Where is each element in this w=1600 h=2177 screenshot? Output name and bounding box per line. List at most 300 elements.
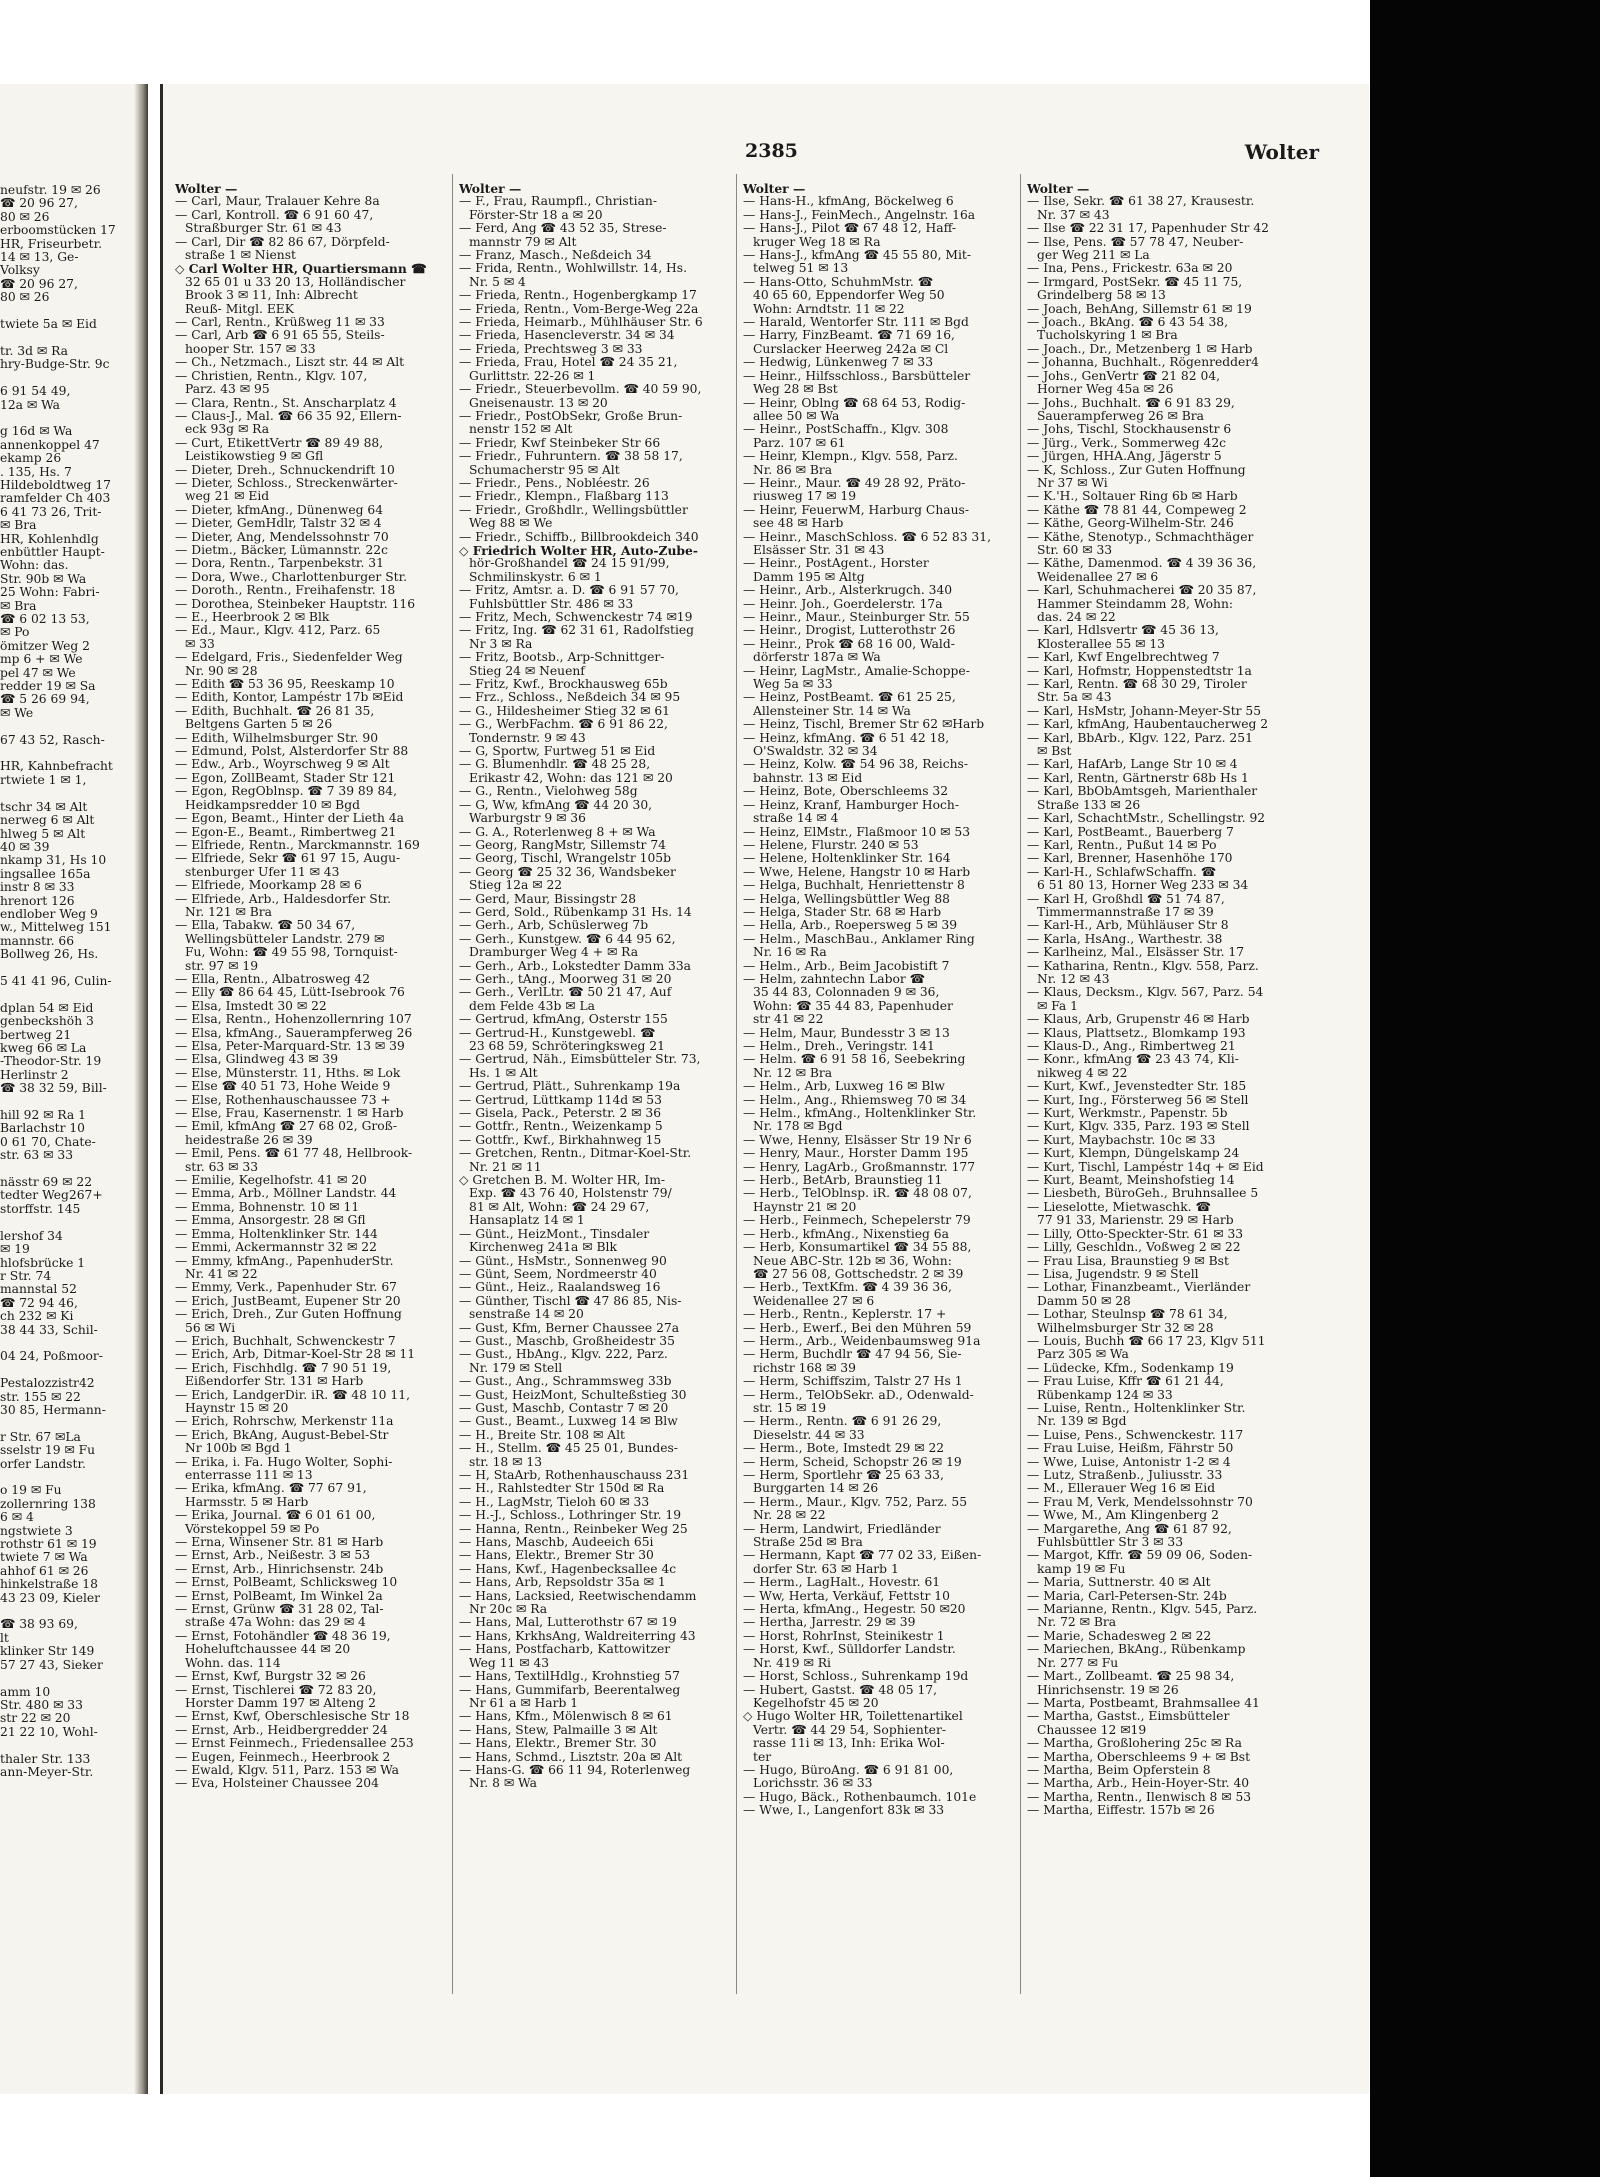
directory-entry-line: — Helm, zahntechn Labor ☎ [743, 972, 925, 986]
directory-entry-line: — Gerd, Sold., Rübenkamp 31 Hs. 14 [459, 905, 692, 919]
left-page-line: Bollweg 26, Hs. [0, 948, 99, 962]
left-page-line: 25 Wohn: Fabri- [0, 586, 100, 600]
directory-entry-line: Parz 305 ✉ Wa [1037, 1348, 1129, 1362]
left-page-line: HR, Kohlenhdlg [0, 532, 99, 546]
directory-entry-line: — Marianne, Rentn., Klgv. 545, Parz. [1027, 1603, 1258, 1617]
directory-entry-line: — Jürgen, HHA.Ang, Jägerstr 5 [1027, 450, 1222, 464]
directory-entry-line: — Liesbeth, BüroGeh., Bruhnsallee 5 [1027, 1187, 1259, 1201]
directory-entry-line: — Gust., Ang., Schrammsweg 33b [459, 1375, 672, 1389]
directory-entry-line: — Emmy, Verk., Papenhuder Str. 67 [175, 1281, 397, 1295]
directory-entry-line: — Joach, BehAng, Sillemstr 61 ✉ 19 [1027, 302, 1252, 316]
directory-entry-line: — Hans-Otto, SchuhmMstr. ☎ [743, 275, 934, 289]
directory-entry-line: — Frieda, Rentn., Vom-Berge-Weg 22a [459, 302, 699, 316]
directory-entry-line: — Ed., Maur., Klgv. 412, Parz. 65 [175, 624, 381, 638]
directory-entry-line: — Heinr, LagMstr., Amalie-Schoppe- [743, 664, 970, 678]
directory-entry-line: — Ernst, Fotohändler ☎ 48 36 19, [175, 1629, 391, 1643]
directory-entry-line: — Ernst, PolBeamt, Im Winkel 2a [175, 1589, 383, 1603]
left-page-line [0, 1364, 140, 1377]
directory-entry-line: — Marta, Postbeamt, Brahmsallee 41 [1027, 1696, 1260, 1710]
left-page-line: Volksy [0, 264, 40, 278]
directory-entry-line: Chaussee 12 ✉19 [1037, 1723, 1147, 1737]
directory-entry-line: — Ernst, Tischlerei ☎ 72 83 20, [175, 1683, 377, 1697]
directory-entry-line: — Johanna, Buchhalt., Rögenredder4 [1027, 356, 1260, 370]
left-page-line: g 16d ✉ Wa [0, 425, 73, 439]
directory-entry-line: — Heinr. Joh., Goerdelerstr. 17a [743, 597, 943, 611]
directory-entry-line: — Georg, RangMstr, Sillemstr 74 [459, 838, 666, 852]
directory-entry-line: — Emma, Bohnenstr. 10 ✉ 11 [175, 1200, 360, 1214]
directory-entry-line: — Hanna, Rentn., Reinbeker Weg 25 [459, 1522, 688, 1536]
directory-entry-line: — Hans, KrkhsAng, Waldreiterring 43 [459, 1629, 696, 1643]
directory-entry-line: — Edith, Buchhalt. ☎ 26 81 35, [175, 704, 375, 718]
directory-entry-line: — Gretchen, Rentn., Ditmar-Koel-Str. [459, 1147, 692, 1161]
left-page-line: storffstr. 145 [0, 1202, 81, 1216]
left-page-line: bertweg 21 [0, 1028, 72, 1042]
directory-entry-line: — Herm., Bote, Imstedt 29 ✉ 22 [743, 1442, 945, 1456]
directory-entry-line: see 48 ✉ Harb [753, 517, 844, 531]
directory-entry-line: — Emilie, Kegelhofstr. 41 ✉ 20 [175, 1174, 367, 1188]
directory-entry-line: Warburgstr 9 ✉ 36 [469, 812, 586, 826]
directory-entry-line: heidestraße 26 ✉ 39 [185, 1133, 313, 1147]
directory-entry-line: Vertr. ☎ 44 29 54, Sophienter- [753, 1723, 946, 1737]
directory-entry-line: — Elsa, Rentn., Hohenzollernring 107 [175, 1013, 412, 1027]
directory-entry-line: — Kurt, Beamt, Meinshofstieg 14 [1027, 1174, 1235, 1188]
directory-entry-line: Schmilinskystr. 6 ✉ 1 [469, 570, 602, 584]
directory-entry-line: — Herm., Arb., Weidenbaumsweg 91a [743, 1334, 981, 1348]
left-page-line: ✉ Po [0, 626, 30, 640]
directory-entry-line: — Ernst, PolBeamt, Schlicksweg 10 [175, 1576, 398, 1590]
directory-entry-line: Horner Weg 45a ✉ 26 [1037, 383, 1174, 397]
left-page-line: 30 85, Hermann- [0, 1403, 106, 1417]
directory-entry-line: — Jürg., Verk., Sommerweg 42c [1027, 436, 1227, 450]
directory-entry-line: Nr. 178 ✉ Bgd [753, 1120, 843, 1134]
directory-entry-line: — Klaus, Arb, Grupenstr 46 ✉ Harb [1027, 1013, 1250, 1027]
directory-entry-line: — Dieter, kfmAng., Dünenweg 64 [175, 503, 384, 517]
directory-entry-line: Tondernstr. 9 ✉ 43 [469, 731, 586, 745]
directory-entry-line: — Herb., kfmAng., Nixenstieg 6a [743, 1227, 949, 1241]
directory-entry-line: Nr. 41 ✉ 22 [185, 1267, 258, 1281]
directory-entry-line: — Friedr., Steuerbevollm. ☎ 40 59 90, [459, 383, 702, 397]
directory-entry-line: Wolter — [459, 182, 522, 196]
directory-entry-line: — Dora, Rentn., Tarpenbekstr. 31 [175, 557, 384, 571]
left-page-line: ☎ 5 26 69 94, [0, 693, 90, 707]
directory-entry-line: Hinrichsenstr. 19 ✉ 26 [1037, 1683, 1179, 1697]
directory-entry-line: Allensteiner Str. 14 ✉ Wa [753, 704, 911, 718]
directory-entry-line: Straßburger Str. 61 ✉ 43 [185, 222, 342, 236]
directory-entry-line: — Wwe, M., Am Klingenberg 2 [1027, 1509, 1219, 1523]
directory-entry-line: — Karl, Schuhmacherei ☎ 20 35 87, [1027, 584, 1257, 598]
directory-entry-line: Schumacherstr 95 ✉ Alt [469, 463, 620, 477]
directory-entry-line: — Erich, Fischhdlg. ☎ 7 90 51 19, [175, 1361, 392, 1375]
left-page-line: 57 27 43, Sieker [0, 1658, 103, 1672]
left-page-line [0, 1739, 140, 1752]
left-page-line [0, 1417, 140, 1430]
directory-entry-line: ◇ Gretchen B. M. Wolter HR, Im- [459, 1174, 666, 1188]
directory-entry-line: — Lilly, Otto-Speckter-Str. 61 ✉ 33 [1027, 1227, 1244, 1241]
directory-entry-line: — Gust., Beamt., Luxweg 14 ✉ Blw [459, 1415, 678, 1429]
directory-entry-line: — Heinr., Hilfsschloss., Barsbütteler [743, 369, 971, 383]
left-page-line: kweg 66 ✉ La [0, 1042, 87, 1055]
left-page-line: nerweg 6 ✉ Alt [0, 814, 95, 828]
directory-entry-line: Horster Damm 197 ✉ Alteng 2 [185, 1696, 376, 1710]
directory-entry-line: — Herb., BetArb, Braunstieg 11 [743, 1174, 943, 1188]
directory-entry-line: — Henry, LagArb., Großmannstr. 177 [743, 1160, 976, 1174]
directory-entry-line: — Curt, EtikettVertr ☎ 89 49 88, [175, 436, 384, 450]
left-page-line: ann-Meyer-Str. [0, 1765, 94, 1779]
directory-entry-line: Eißendorfer Str. 131 ✉ Harb [185, 1375, 364, 1389]
left-page-line: 0 61 70, Chate- [0, 1135, 96, 1149]
directory-entry-line: — Gertrud, Näh., Eimsbütteler Str. 73, [459, 1053, 701, 1067]
directory-entry-line: — H., Stellm. ☎ 45 25 01, Bundes- [459, 1442, 678, 1456]
directory-entry-line: — Gottfr., Rentn., Weizenkamp 5 [459, 1120, 663, 1134]
directory-entry-line: — Heinz, Bote, Oberschleems 32 [743, 785, 949, 799]
directory-entry-line: — Konr., kfmAng ☎ 23 43 74, Kli- [1027, 1053, 1239, 1067]
directory-entry-line: — Lüdecke, Kfm., Sodenkamp 19 [1027, 1361, 1234, 1375]
left-page-line: Barlachstr 10 [0, 1122, 86, 1136]
directory-entry-line: — Gerd, Maur, Bissingstr 28 [459, 892, 637, 906]
directory-entry-line: — Fritz, Mech, Schwenckestr 74 ✉19 [459, 611, 693, 624]
directory-entry-line: — Dorothea, Steinbeker Hauptstr. 116 [175, 597, 416, 611]
directory-entry-line: — Frau Lisa, Braunstieg 9 ✉ Bst [1027, 1254, 1229, 1268]
directory-entry-line: dorfer Str. 63 ✉ Harb 1 [753, 1562, 899, 1576]
directory-entry-line: — Friedr., PostObSekr, Große Brun- [459, 409, 683, 423]
directory-entry-line: — Heinr, Oblng ☎ 68 64 53, Rodig- [743, 396, 966, 410]
directory-entry-line: Nr. 419 ✉ Ri [753, 1656, 831, 1670]
directory-entry-line: 56 ✉ Wi [185, 1321, 236, 1335]
directory-entry-line: — Dieter, Ang, Mendelssohnstr 70 [175, 530, 389, 544]
directory-entry-line: stenburger Ufer 11 ✉ 43 [185, 865, 340, 879]
directory-entry-line: — Kurt, Tischl, Lampéstr 14q + ✉ Eid [1027, 1160, 1264, 1174]
directory-entry-line: Leistikowstieg 9 ✉ Gfl [185, 450, 324, 464]
directory-entry-line: — E., Heerbrook 2 ✉ Blk [175, 611, 330, 624]
directory-entry-line: ter [753, 1750, 772, 1764]
directory-entry-line: — Margot, Kffr. ☎ 59 09 06, Soden- [1027, 1549, 1253, 1563]
directory-entry-line: Wohn: Arndtstr. 11 ✉ 22 [753, 302, 905, 316]
left-page-line: instr 8 ✉ 33 [0, 881, 75, 895]
directory-entry-line: — Gust, Kfm, Berner Chaussee 27a [459, 1321, 680, 1335]
directory-entry-line: — Ilse, Sekr. ☎ 61 38 27, Krausestr. [1027, 195, 1255, 209]
directory-entry-line: Hoheluftchaussee 44 ✉ 20 [185, 1643, 351, 1657]
directory-entry-line: — Heinz, Kranf, Hamburger Hoch- [743, 798, 960, 812]
directory-entry-line: Parz. 43 ✉ 95 [185, 383, 270, 397]
directory-entry-line: dem Felde 43b ✉ La [469, 999, 595, 1013]
directory-entry-line: — Edith ☎ 53 36 95, Reeskamp 10 [175, 678, 395, 692]
directory-entry-line: — Johs., GenVertr ☎ 21 82 04, [1027, 369, 1221, 383]
directory-entry-line: hooper Str. 157 ✉ 33 [185, 342, 316, 356]
left-page-line: rothstr 61 ✉ 19 [0, 1538, 97, 1552]
directory-entry-line: — Else, Frau, Kasernenstr. 1 ✉ Harb [175, 1107, 404, 1121]
left-page-line: ☎ 20 96 27, [0, 277, 78, 291]
directory-entry-line: Nr 61 a ✉ Harb 1 [469, 1696, 579, 1710]
directory-entry-line: — Erich, Rohrschw, Merkenstr 11a [175, 1415, 394, 1429]
directory-entry-line: — Hedwig, Lünkenweg 7 ✉ 33 [743, 356, 934, 370]
directory-entry-line: — Karl, Hdlsvertr ☎ 45 36 13, [1027, 624, 1219, 638]
directory-entry-line: Damm 195 ✉ Altg [753, 570, 865, 584]
directory-entry-line: — Helm., Dreh., Veringstr. 141 [743, 1040, 935, 1053]
directory-entry-line: — Erich, Dreh., Zur Guten Hoffnung [175, 1308, 402, 1322]
left-page-line: Str. 480 ✉ 33 [0, 1698, 83, 1712]
directory-entry-line: — Katharina, Rentn., Klgv. 558, Parz. [1027, 959, 1259, 973]
directory-entry-line: — Edw., Arb., Woyrschweg 9 ✉ Alt [175, 758, 390, 772]
directory-entry-line: — Gerh., VerlLtr. ☎ 50 21 47, Auf [459, 986, 672, 1000]
directory-entry-line: — Horst, Kwf., Sülldorfer Landstr. [743, 1643, 956, 1657]
directory-entry-line: — Elfriede, Rentn., Marckmannstr. 169 [175, 838, 420, 852]
directory-entry-line: — G. A., Roterlenweg 8 + ✉ Wa [459, 825, 656, 839]
directory-entry-line: — Martha, Großlohering 25c ✉ Ra [1027, 1737, 1242, 1751]
directory-entry-line: — Karlheinz, Mal., Elsässer Str. 17 [1027, 946, 1245, 960]
directory-entry-line: straße 1 ✉ Nienst [185, 249, 296, 263]
left-page-line: lt [0, 1631, 9, 1645]
directory-entry-line: — Herm, Scheid, Schopstr 26 ✉ 19 [743, 1455, 962, 1469]
directory-entry-line: — Fritz, Bootsb., Arp-Schnittger- [459, 651, 665, 665]
left-page-line: endlober Weg 9 [0, 907, 98, 921]
directory-entry-line: O'Swaldstr. 32 ✉ 34 [753, 745, 878, 759]
directory-entry-line: — Helm., kfmAng., Holtenklinker Str. [743, 1107, 977, 1121]
directory-entry-line: Straße 133 ✉ 26 [1037, 798, 1141, 812]
directory-entry-line: Hansaplatz 14 ✉ 1 [469, 1214, 585, 1228]
left-page-line [0, 988, 140, 1001]
directory-entry-line: — Erika, kfmAng. ☎ 77 67 91, [175, 1482, 367, 1496]
directory-entry-line: — Dietm., Bäcker, Lümannstr. 22c [175, 543, 388, 557]
left-page-line: str. 63 ✉ 33 [0, 1149, 74, 1163]
left-page-line: dplan 54 ✉ Eid [0, 1001, 94, 1015]
left-page-line: 6 91 54 49, [0, 385, 71, 399]
left-page-line: 21 22 10, Wohl- [0, 1725, 98, 1739]
left-page-line: Hildeboldtweg 17 [0, 478, 111, 492]
directory-entry-line: — Karl-H., Arb, Mühläuser Str 8 [1027, 919, 1229, 933]
left-page-line: 40 ✉ 39 [0, 840, 50, 854]
left-page-line: genbeckshöh 3 [0, 1015, 94, 1029]
directory-entry-line: — G, Ww, kfmAng ☎ 44 20 30, [459, 798, 653, 812]
directory-entry-line: — Carl, Arb ☎ 6 91 65 55, Steils- [175, 329, 385, 343]
directory-entry-line: — Karl, Hofmstr, Hoppenstedtstr 1a [1027, 664, 1252, 678]
left-page-line [0, 1672, 140, 1685]
directory-entry-line: — Gust., Maschb, Großheidestr 35 [459, 1334, 675, 1348]
directory-entry-line: — Carl, Dir ☎ 82 86 67, Dörpfeld- [175, 235, 390, 249]
directory-entry-line: — Günt, Seem, Nordmeerstr 40 [459, 1267, 657, 1281]
directory-entry-line: — Mart., Zollbeamt. ☎ 25 98 34, [1027, 1670, 1235, 1684]
directory-entry-line: ✉ 33 [185, 637, 215, 651]
directory-entry-line: — Frieda, Prechtsweg 3 ✉ 33 [459, 342, 643, 356]
directory-entry-line: — Friedr, Kwf Steinbeker Str 66 [459, 436, 661, 450]
left-page-line: Pestalozzistr42 [0, 1377, 95, 1391]
directory-entry-line: — Ilse ☎ 22 31 17, Papenhuder Str 42 [1027, 222, 1269, 236]
directory-entry-line: — Edith, Wilhelmsburger Str. 90 [175, 731, 379, 745]
directory-entry-line: — Emmi, Ackermannstr 32 ✉ 22 [175, 1241, 377, 1255]
directory-entry-line: — Egon, RegOblnsp. ☎ 7 39 89 84, [175, 785, 398, 799]
left-page-line: 04 24, Poßmoor- [0, 1350, 103, 1364]
directory-entry-line: Burggarten 14 ✉ 26 [753, 1482, 879, 1496]
directory-entry-line: — Gerh., Arb., Lokstedter Damm 33a [459, 959, 692, 973]
left-page-line [0, 331, 140, 344]
directory-entry-line: Heidkampsredder 10 ✉ Bgd [185, 798, 360, 812]
directory-entry-line: — Lothar, Finanzbeamt., Vierländer [1027, 1281, 1251, 1295]
left-page-text-column [0, 184, 140, 1779]
directory-entry-line: — Hugo, BüroAng. ☎ 6 91 81 00, [743, 1763, 954, 1777]
directory-entry-line: Nr. 16 ✉ Ra [753, 946, 827, 960]
directory-entry-line: — Ch., Netzmach., Liszt str. 44 ✉ Alt [175, 356, 405, 370]
directory-entry-line: Wilhelmsburger Str 32 ✉ 28 [1037, 1321, 1214, 1335]
directory-entry-line: — Heinz, PostBeamt. ☎ 61 25 25, [743, 691, 956, 705]
directory-entry-line: — Helga, Wellingsbüttler Weg 88 [743, 892, 950, 906]
left-page-line: rtwiete 1 ✉ 1, [0, 773, 87, 787]
left-page-line: mannstr. 66 [0, 934, 75, 948]
directory-entry-line: — Clara, Rentn., St. Anscharplatz 4 [175, 396, 397, 410]
directory-entry-line: — Marie, Schadesweg 2 ✉ 22 [1027, 1629, 1212, 1643]
directory-entry-line: — Herb., Rentn., Keplerstr. 17 + [743, 1308, 947, 1322]
directory-entry-line: — Elfriede, Arb., Haldesdorfer Str. [175, 892, 392, 906]
directory-entry-line: — Frz., Schloss., Neßdeich 34 ✉ 95 [459, 691, 681, 705]
directory-entry-line: — Karla, HsAng., Warthestr. 38 [1027, 932, 1223, 946]
directory-entry-line: rasse 11i ✉ 13, Inh: Erika Wol- [753, 1737, 945, 1751]
directory-entry-line: — Joach., BkAng. ☎ 6 43 54 38, [1027, 316, 1229, 330]
directory-column-3 [743, 182, 1013, 1818]
directory-entry-line: Reuß- Mitgl. EEK [185, 302, 294, 316]
left-page-line [0, 1605, 140, 1618]
directory-entry-line: Nr. 12 ✉ 43 [1037, 972, 1110, 986]
left-page-line: twiete 5a ✉ Eid [0, 318, 97, 332]
directory-entry-line: straße 14 ✉ 4 [753, 812, 839, 826]
directory-entry-line: — Luise, Rentn., Holtenklinker Str. [1027, 1401, 1246, 1415]
directory-entry-line: — Herb, Konsumartikel ☎ 34 55 88, [743, 1241, 972, 1255]
directory-entry-line: — Ewald, Klgv. 511, Parz. 153 ✉ Wa [175, 1763, 399, 1777]
directory-entry-line: Nr. 21 ✉ 11 [469, 1160, 542, 1174]
directory-entry-line: weg 21 ✉ Eid [185, 490, 270, 504]
directory-entry-line: — Fritz, Kwf., Brockhausweg 65b [459, 678, 668, 692]
directory-entry-line: Tucholskyring 1 ✉ Bra [1037, 329, 1178, 343]
directory-entry-line: Klosterallee 55 ✉ 13 [1037, 637, 1166, 651]
directory-entry-line: — Emma, Ansorgestr. 28 ✉ Gfl [175, 1214, 366, 1228]
directory-entry-line: — Wwe, I., Langenfort 83k ✉ 33 [743, 1804, 945, 1818]
directory-entry-line: — Gust, HeizMont, Schulteßstieg 30 [459, 1388, 687, 1402]
directory-entry-line: — Heinr., Maur. ☎ 49 28 92, Präto- [743, 476, 966, 490]
directory-entry-line: — Helm., MaschBau., Anklamer Ring [743, 932, 975, 946]
left-page-line: ramfelder Ch 403 [0, 492, 111, 506]
directory-entry-line: — Wwe, Henny, Elsässer Str 19 Nr 6 [743, 1133, 972, 1147]
directory-entry-line: Nr 3 ✉ Ra [469, 637, 533, 651]
directory-entry-line: Hs. 1 ✉ Alt [469, 1066, 538, 1080]
directory-entry-line: — Frida, Rentn., Wohlwillstr. 14, Hs. [459, 262, 688, 276]
left-page-line [0, 305, 140, 318]
left-page-line: orfer Landstr. [0, 1457, 86, 1471]
directory-entry-line: — Claus-J., Mal. ☎ 66 35 92, Ellern- [175, 409, 402, 423]
left-page-line: lershof 34 [0, 1229, 63, 1243]
directory-entry-line: Nr. 139 ✉ Bgd [1037, 1415, 1127, 1429]
directory-entry-line: — Hans-J., FeinMech., Angelnstr. 16a [743, 208, 976, 222]
directory-entry-line: — Luise, Pens., Schwenckestr. 117 [1027, 1428, 1244, 1442]
directory-entry-line: — Hans, Arb, Repsoldstr 35a ✉ 1 [459, 1576, 666, 1590]
left-page-line: o 19 ✉ Fu [0, 1484, 62, 1498]
left-page-line: 80 ✉ 26 [0, 291, 50, 305]
directory-entry-line: — Lisa, Jugendstr. 9 ✉ Stell [1027, 1267, 1199, 1281]
directory-entry-line: — Günt., HsMstr., Sonnenweg 90 [459, 1254, 667, 1268]
directory-entry-line: nenstr 152 ✉ Alt [469, 423, 573, 437]
directory-entry-line: — Else, Münsterstr. 11, Hths. ✉ Lok [175, 1066, 401, 1080]
directory-entry-line: — Eva, Holsteiner Chaussee 204 [175, 1777, 379, 1791]
directory-entry-line: — Klaus, Decksm., Klgv. 567, Parz. 54 [1027, 986, 1264, 1000]
directory-entry-line: — Mariechen, BkAng., Rübenkamp [1027, 1643, 1246, 1657]
scan-background-dark [1370, 0, 1600, 2177]
directory-entry-line: Neue ABC-Str. 12b ✉ 36, Wohn: [753, 1254, 952, 1268]
directory-entry-line: — Karl, Rentn, Gärtnerstr 68b Hs 1 [1027, 771, 1249, 785]
directory-entry-line: — Karl, PostBeamt., Bauerberg 7 [1027, 825, 1234, 839]
directory-entry-line: eck 93g ✉ Ra [185, 423, 270, 437]
directory-entry-line: — Helm., Ang., Rhiemsweg 70 ✉ 34 [743, 1093, 967, 1107]
left-page-line: ✉ Bra [0, 519, 37, 533]
directory-entry-line: — Joach., Dr., Metzenberg 1 ✉ Harb [1027, 342, 1253, 356]
directory-entry-line: Haynstr 15 ✉ 20 [185, 1401, 289, 1415]
directory-entry-line: — Gottfr., Kwf., Birkhahnweg 15 [459, 1133, 662, 1147]
directory-entry-line: — Lutz, Straßenb., Juliusstr. 33 [1027, 1469, 1223, 1482]
left-page-line: nässtr 69 ✉ 22 [0, 1176, 93, 1190]
directory-entry-line: — Horst, Schloss., Suhrenkamp 19d [743, 1670, 969, 1684]
directory-entry-line: — Käthe, Georg-Wilhelm-Str. 246 [1027, 517, 1234, 531]
left-page-line: Herlinstr 2 [0, 1068, 69, 1082]
directory-entry-line: — Elly ☎ 86 64 45, Lütt-Isebrook 76 [175, 986, 405, 1000]
directory-entry-line: — G., WerbFachm. ☎ 6 91 86 22, [459, 718, 668, 732]
directory-entry-line: ◇ Hugo Wolter HR, Toilettenartikel [743, 1710, 963, 1724]
directory-entry-line: — Herb., Ewerf., Bei den Mühren 59 [743, 1321, 972, 1335]
directory-entry-line: Nr. 277 ✉ Fu [1037, 1656, 1119, 1670]
directory-entry-line: — Karl, kfmAng, Haubentaucherweg 2 [1027, 718, 1269, 732]
directory-entry-line: Dieselstr. 44 ✉ 33 [753, 1428, 865, 1442]
directory-entry-line: — Herta, kfmAng., Hegestr. 50 ✉20 [743, 1603, 966, 1617]
directory-entry-line: — Martha, Rentn., Ilenwisch 8 ✉ 53 [1027, 1790, 1252, 1804]
directory-entry-line: ger Weg 211 ✉ La [1037, 249, 1150, 263]
directory-entry-line: Weg 11 ✉ 43 [469, 1656, 550, 1670]
directory-entry-line: — Gertrud, Plätt., Suhrenkamp 19a [459, 1080, 681, 1094]
directory-entry-line: — Lieselotte, Mietwaschk. ☎ [1027, 1200, 1211, 1214]
directory-entry-line: — G., Hildesheimer Stieg 32 ✉ 61 [459, 704, 670, 718]
directory-entry-line: — Carl, Maur, Tralauer Kehre 8a [175, 195, 380, 209]
directory-entry-line: ✉ Bst [1037, 745, 1072, 759]
directory-entry-line: — Karl, HafArb, Lange Str 10 ✉ 4 [1027, 758, 1238, 772]
directory-entry-line: — Hans, Gummifarb, Beerentalweg [459, 1683, 681, 1697]
left-page-line: 5 41 41 96, Culin- [0, 974, 112, 988]
directory-entry-line: Weidenallee 27 ✉ 6 [753, 1294, 875, 1308]
directory-entry-line: — Hans, Postfacharb, Kattowitzer [459, 1643, 671, 1657]
directory-entry-line: — H., Rahlstedter Str 150d ✉ Ra [459, 1482, 665, 1496]
directory-entry-line: Nr. 121 ✉ Bra [185, 905, 272, 919]
directory-entry-line: — Herm, Buchdlr ☎ 47 94 56, Sie- [743, 1348, 962, 1362]
directory-entry-line: — Ella, Tabakw. ☎ 50 34 67, [175, 919, 356, 933]
left-page-line: redder 19 ✉ Sa [0, 680, 96, 694]
directory-entry-line: — Fritz, Amtsr. a. D. ☎ 6 91 57 70, [459, 584, 679, 598]
directory-entry-line: Rübenkamp 124 ✉ 33 [1037, 1388, 1173, 1402]
directory-entry-line: — Hermann, Kapt ☎ 77 02 33, Eißen- [743, 1549, 982, 1563]
directory-entry-line: — M., Ellerauer Weg 16 ✉ Eid [1027, 1482, 1216, 1496]
directory-entry-line: — Frau M, Verk, Mendelssohnstr 70 [1027, 1495, 1253, 1509]
left-page-line [0, 1337, 140, 1350]
directory-entry-line: — Frau Luise, Kffr ☎ 61 21 44, [1027, 1375, 1224, 1389]
directory-entry-line: — Heinz, Kolw. ☎ 54 96 38, Reichs- [743, 758, 968, 772]
left-page-line: amm 10 [0, 1685, 51, 1699]
directory-entry-line: Nr. 12 ✉ Bra [753, 1066, 833, 1080]
directory-entry-line: Lorichsstr. 36 ✉ 33 [753, 1777, 873, 1791]
directory-entry-line: — Helm., Arb., Beim Jacobistift 7 [743, 959, 950, 973]
directory-entry-line: — Helm. ☎ 6 91 58 16, Seebekring [743, 1053, 966, 1067]
directory-entry-line: — Doroth., Rentn., Freihafenstr. 18 [175, 584, 396, 598]
left-page-line: ömitzer Weg 2 [0, 639, 90, 653]
directory-entry-line: Wolter — [175, 182, 238, 196]
directory-entry-line: — Kurt, Kwf., Jevenstedter Str. 185 [1027, 1080, 1247, 1094]
directory-entry-line: 81 ✉ Alt, Wohn: ☎ 24 29 67, [469, 1200, 650, 1214]
directory-entry-line: — Helm, Maur, Bundesstr 3 ✉ 13 [743, 1026, 950, 1040]
directory-entry-line: — Emma, Arb., Möllner Landstr. 44 [175, 1187, 397, 1201]
directory-entry-line: — Hella, Arb., Roepersweg 5 ✉ 39 [743, 919, 958, 933]
directory-entry-line: — H., LagMstr, Tieloh 60 ✉ 33 [459, 1495, 650, 1509]
left-page-line: sselstr 19 ✉ Fu [0, 1444, 96, 1458]
left-page-line: HR, Kahnbefracht [0, 760, 113, 774]
